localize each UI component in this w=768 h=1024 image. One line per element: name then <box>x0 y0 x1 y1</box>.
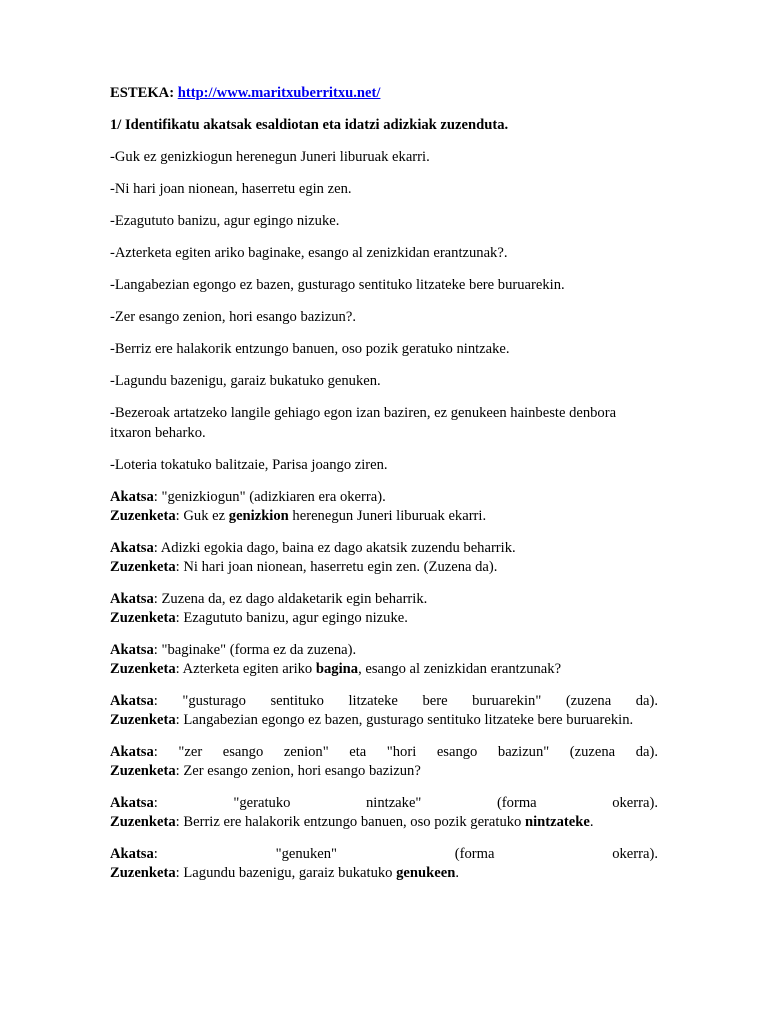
zuzenketa-label: Zuzenketa <box>110 814 176 830</box>
akatsa-label: Akatsa <box>110 590 154 607</box>
corrected-verb: bagina <box>315 661 359 677</box>
sentence-line: -Langabezian egongo ez bazen, gusturago sentituko litzateke bere buruarekin. <box>110 277 565 293</box>
akatsa-line: Akatsa: "genuken" (forma okerra). <box>110 845 658 862</box>
akatsa-line: Akatsa: "baginake" (forma ez da zuzena). <box>110 641 357 658</box>
correction-block <box>110 539 658 578</box>
sentence-line: -Bezeroak artatzeko langile gehiago egon izan baziren, ez genukeen hainbeste denbora itxaron beharko. <box>110 405 617 441</box>
corrected-verb: genizkion <box>228 508 289 524</box>
corrected-verb: genukeen <box>396 865 456 881</box>
sentence-line: -Azterketa egiten ariko baginake, esango al zenizkidan erantzunak?. <box>110 245 508 261</box>
zuzenketa-label: Zuzenketa <box>110 865 176 881</box>
sentence-line: -Lagundu bazenigu, garaiz bukatuko genuken. <box>110 373 381 389</box>
zuzenketa-line: Zuzenketa: Guk ez genizkion herenegun Juneri liburuak ekarri. <box>110 508 487 524</box>
esteka-line <box>110 84 658 104</box>
akatsa-line: Akatsa: "genizkiogun" (adizkiaren era okerra). <box>110 488 386 505</box>
akatsa-label: Akatsa <box>110 539 154 556</box>
esteka-label: ESTEKA: <box>110 85 175 101</box>
akatsa-label: Akatsa <box>110 488 154 505</box>
correction-block <box>110 845 658 884</box>
sentence-line: -Loteria tokatuko balitzaie, Parisa joango ziren. <box>110 456 388 473</box>
akatsa-line: Akatsa: Zuzena da, ez dago aldaketarik egin beharrik. <box>110 590 428 607</box>
akatsa-line: Akatsa: "zer esango zenion" eta "hori esango bazizun" (zuzena da). <box>110 743 658 760</box>
sentence-line: -Zer esango zenion, hori esango bazizun?. <box>110 309 356 325</box>
akatsa-label: Akatsa <box>110 743 154 760</box>
document-page <box>110 84 658 896</box>
corrected-verb: nintzateke <box>525 814 590 830</box>
zuzenketa-label: Zuzenketa <box>110 661 176 677</box>
sentence-line: -Berriz ere halakorik entzungo banuen, oso pozik geratuko nintzake. <box>110 341 510 357</box>
website-link[interactable]: http://www.maritxuberritxu.net/ <box>177 85 381 101</box>
task-title: 1/ Identifikatu akatsak esaldiotan eta idatzi adizkiak zuzenduta. <box>110 117 509 133</box>
zuzenketa-line: Zuzenketa: Langabezian egongo ez bazen, gusturago sentituko litzateke bere buruarekin. <box>110 712 634 728</box>
sentence-line: -Ni hari joan nionean, haserretu egin zen. <box>110 181 352 197</box>
correction-block <box>110 590 658 629</box>
correction-block <box>110 488 658 527</box>
akatsa-line: Akatsa: Adizki egokia dago, baina ez dago akatsik zuzendu beharrik. <box>110 539 516 556</box>
correction-block <box>110 794 658 833</box>
zuzenketa-label: Zuzenketa <box>110 559 176 575</box>
correction-block <box>110 743 658 782</box>
zuzenketa-line: Zuzenketa: Berriz ere halakorik entzungo banuen, oso pozik geratuko nintzateke. <box>110 814 594 830</box>
akatsa-label: Akatsa <box>110 692 154 709</box>
akatsa-label: Akatsa <box>110 794 154 811</box>
akatsa-label: Akatsa <box>110 845 154 862</box>
zuzenketa-label: Zuzenketa <box>110 712 176 728</box>
zuzenketa-line: Zuzenketa: Zer esango zenion, hori esango bazizun? <box>110 763 421 779</box>
zuzenketa-label: Zuzenketa <box>110 508 176 524</box>
zuzenketa-line: Zuzenketa: Lagundu bazenigu, garaiz bukatuko genukeen. <box>110 865 459 881</box>
akatsa-label: Akatsa <box>110 641 154 658</box>
zuzenketa-line: Zuzenketa: Ezagututo banizu, agur egingo nizuke. <box>110 610 408 626</box>
zuzenketa-label: Zuzenketa <box>110 610 176 626</box>
zuzenketa-line: Zuzenketa: Azterketa egiten ariko bagina, esango al zenizkidan erantzunak? <box>110 661 562 677</box>
sentence-line: -Guk ez genizkiogun herenegun Juneri liburuak ekarri. <box>110 149 430 165</box>
sentence-line: -Ezagututo banizu, agur egingo nizuke. <box>110 213 340 229</box>
akatsa-line: Akatsa: "gusturago sentituko litzateke bere buruarekin" (zuzena da). <box>110 692 658 709</box>
zuzenketa-label: Zuzenketa <box>110 763 176 779</box>
correction-block <box>110 641 658 680</box>
akatsa-line: Akatsa: "geratuko nintzake" (forma okerra). <box>110 794 658 811</box>
correction-block <box>110 692 658 731</box>
zuzenketa-line: Zuzenketa: Ni hari joan nionean, haserretu egin zen. (Zuzena da). <box>110 559 498 575</box>
